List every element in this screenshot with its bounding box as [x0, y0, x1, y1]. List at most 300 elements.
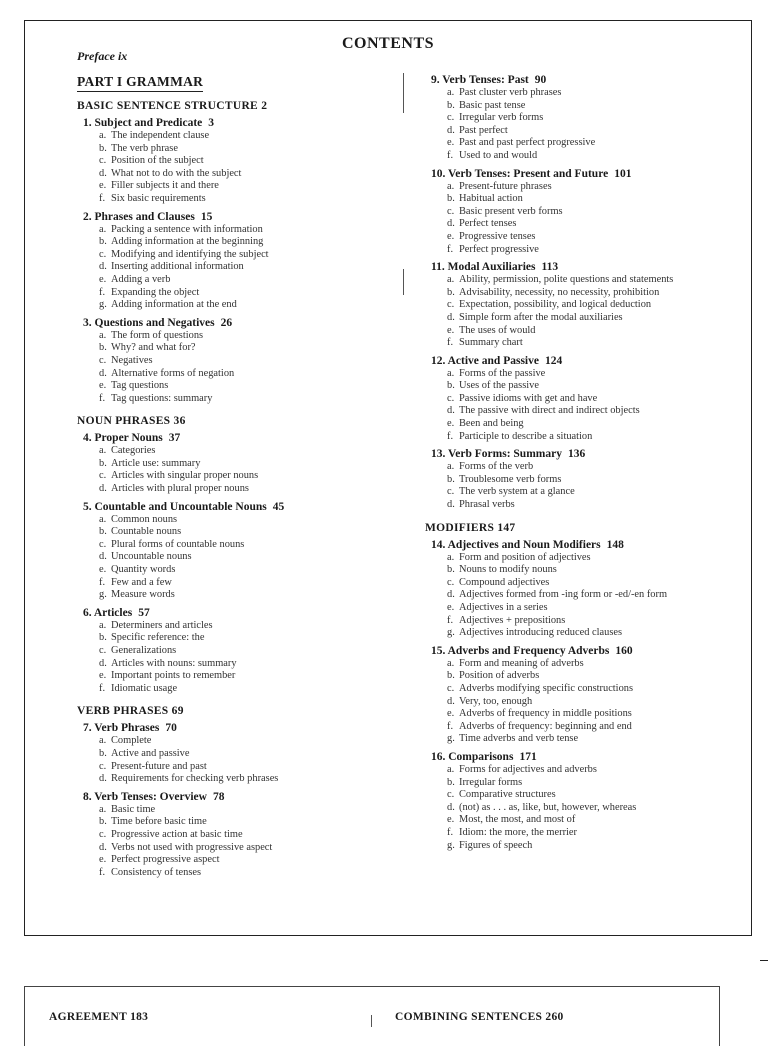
item-text: Articles with nouns: summary: [111, 657, 237, 669]
item-letter: e.: [447, 324, 455, 336]
item-text: Summary chart: [459, 337, 523, 349]
item-text: Consistency of tenses: [111, 866, 202, 878]
item-text: Progressive tenses: [459, 230, 536, 242]
item-text: (not) as . . . as, like, but, however, whereas: [459, 801, 637, 813]
list-item: [99, 632, 377, 645]
item-letter: c.: [99, 828, 107, 840]
list-item: [99, 299, 377, 312]
item-letter: a.: [447, 87, 455, 98]
item-letter: b.: [99, 236, 107, 248]
chapter-item-list: [99, 735, 377, 785]
chapter-entry: [431, 539, 725, 551]
item-text: Negatives: [111, 354, 153, 366]
chapter-item-list: [447, 552, 725, 640]
item-text: The uses of would: [459, 324, 536, 336]
item-text: Time adverbs and verb tense: [459, 733, 579, 745]
item-letter: d.: [447, 801, 455, 813]
chapter-entry: [431, 355, 725, 367]
item-text: Expectation, possibility, and logical deduction: [459, 299, 652, 311]
item-letter: g.: [99, 589, 107, 601]
item-letter: e.: [99, 670, 107, 682]
chapter-title: 16. Comparisons: [431, 750, 514, 763]
list-item: [447, 206, 725, 219]
item-letter: a.: [99, 130, 107, 141]
item-text: Countable nouns: [111, 526, 182, 538]
list-item: [99, 274, 377, 287]
item-text: Past perfect: [459, 124, 508, 136]
item-text: The verb phrase: [111, 142, 178, 154]
item-letter: c.: [99, 538, 107, 550]
item-text: Generalizations: [111, 645, 177, 656]
list-item: [447, 486, 725, 499]
item-text: Been and being: [459, 418, 524, 430]
item-letter: b.: [99, 342, 107, 354]
list-item: [99, 458, 377, 471]
item-letter: b.: [99, 747, 107, 759]
item-letter: e.: [99, 854, 107, 866]
chapter-entry: [83, 791, 377, 803]
chapter-title: 15. Adverbs and Frequency Adverbs: [431, 644, 610, 657]
item-text: Requirements for checking verb phrases: [111, 773, 279, 785]
list-item: [99, 854, 377, 867]
item-letter: c.: [447, 789, 455, 801]
item-letter: e.: [99, 180, 107, 192]
list-item: [447, 325, 725, 338]
item-letter: b.: [447, 564, 455, 576]
list-item: [99, 368, 377, 381]
item-text: Participle to describe a situation: [459, 430, 593, 442]
list-item: [447, 181, 725, 194]
item-text: Position of adverbs: [459, 670, 540, 682]
chapter-item-list: [99, 620, 377, 696]
list-item: [447, 287, 725, 300]
list-item: [99, 773, 377, 786]
list-item: [99, 514, 377, 527]
chapter-title: 12. Active and Passive: [431, 354, 539, 367]
list-item: [99, 867, 377, 880]
item-text: Quantity words: [111, 564, 176, 576]
list-item: [447, 474, 725, 487]
item-letter: d.: [447, 405, 455, 417]
item-letter: d.: [447, 695, 455, 707]
chapter-item-list: [447, 181, 725, 257]
list-item: [447, 789, 725, 802]
item-letter: a.: [447, 657, 455, 669]
chapter-item-list: [99, 445, 377, 495]
item-text: Packing a sentence with information: [111, 223, 263, 235]
chapter-title: 10. Verb Tenses: Present and Future: [431, 167, 609, 180]
list-item: [447, 218, 725, 231]
item-text: Uses of the passive: [459, 380, 539, 392]
item-letter: a.: [447, 763, 455, 775]
item-text: Complete: [111, 735, 152, 747]
item-text: Simple form after the modal auxiliaries: [459, 311, 623, 323]
item-text: Perfect tenses: [459, 218, 517, 230]
item-text: Comparative structures: [459, 789, 556, 801]
chapter-entry: [83, 317, 377, 329]
list-item: [99, 330, 377, 343]
list-item: [447, 602, 725, 615]
item-text: Basic past tense: [459, 99, 526, 111]
chapter-title: 6. Articles: [83, 606, 133, 619]
item-letter: e.: [447, 418, 455, 430]
item-letter: a.: [447, 274, 455, 286]
item-letter: a.: [99, 735, 107, 747]
chapter-entry: [83, 607, 377, 619]
chapter-page-number: 124: [544, 354, 563, 367]
right-sections: [425, 74, 725, 852]
item-letter: e.: [447, 602, 455, 613]
chapter-entry: [431, 261, 725, 273]
item-text: Idiomatic usage: [111, 682, 178, 694]
chapter-entry: [83, 432, 377, 444]
item-text: What not to do with the subject: [111, 167, 242, 179]
chapter-entry: [431, 751, 725, 763]
chapter-title: 3. Questions and Negatives: [83, 316, 215, 329]
list-item: [447, 658, 725, 671]
list-item: [447, 137, 725, 150]
section-heading: NOUN PHRASES 36: [77, 415, 186, 428]
item-letter: f.: [99, 866, 106, 878]
next-page-frame: [24, 986, 720, 1046]
chapter-title: 14. Adjectives and Noun Modifiers: [431, 538, 601, 551]
item-text: Adjectives formed from -ing form or -ed/-en form: [459, 589, 668, 601]
chapter-item-list: [99, 804, 377, 880]
item-letter: c.: [99, 354, 107, 366]
item-text: Adding a verb: [111, 273, 171, 285]
item-letter: f.: [99, 576, 106, 588]
item-text: Important points to remember: [111, 670, 236, 682]
page-title: CONTENTS: [341, 35, 435, 52]
item-letter: b.: [447, 380, 455, 392]
chapter-page-number: 136: [567, 448, 586, 461]
item-text: Forms for adjectives and adverbs: [459, 763, 597, 775]
chapter-title: 2. Phrases and Clauses: [83, 210, 195, 223]
agreement-section-heading: AGREEMENT 183: [49, 1011, 149, 1023]
chapter-title: 8. Verb Tenses: Overview: [83, 790, 207, 803]
item-letter: d.: [99, 483, 107, 495]
item-text: Compound adjectives: [459, 576, 550, 588]
section-heading: MODIFIERS 147: [425, 521, 516, 534]
item-text: Verbs not used with progressive aspect: [111, 841, 273, 853]
item-letter: b.: [99, 632, 107, 644]
item-letter: c.: [447, 576, 455, 588]
list-item: [447, 827, 725, 840]
item-letter: e.: [99, 380, 107, 392]
list-item: [99, 483, 377, 496]
item-text: Present-future phrases: [459, 180, 552, 192]
list-item: [447, 802, 725, 815]
item-text: Measure words: [111, 589, 175, 601]
item-text: Irregular forms: [459, 776, 523, 788]
chapter-entry: [83, 501, 377, 513]
list-item: [447, 615, 725, 628]
item-letter: c.: [447, 205, 455, 217]
item-letter: a.: [99, 619, 107, 631]
item-letter: d.: [99, 841, 107, 853]
list-item: [447, 564, 725, 577]
chapter-page-number: 113: [541, 261, 559, 274]
item-text: Why? and what for?: [111, 342, 196, 354]
item-text: Articles with singular proper nouns: [111, 470, 259, 482]
section-heading: VERB PHRASES 69: [77, 705, 184, 718]
item-text: Phrasal verbs: [459, 499, 515, 511]
item-letter: g.: [447, 627, 455, 639]
chapter-page-number: 160: [615, 644, 633, 657]
item-letter: c.: [447, 392, 455, 404]
item-letter: f.: [99, 286, 106, 298]
item-letter: c.: [447, 299, 455, 311]
preface-entry: Preface ix: [77, 49, 128, 63]
list-item: [447, 405, 725, 418]
list-item: [99, 683, 377, 696]
item-text: Habitual action: [459, 193, 523, 205]
item-letter: b.: [447, 670, 455, 682]
list-item: [447, 393, 725, 406]
item-text: Basic time: [111, 803, 156, 815]
list-item: [447, 777, 725, 790]
chapter-entry: [83, 117, 377, 129]
list-item: [447, 627, 725, 640]
item-letter: b.: [447, 776, 455, 788]
chapter-page-number: 78: [212, 790, 225, 803]
list-item: [447, 721, 725, 734]
item-letter: c.: [99, 470, 107, 482]
list-item: [99, 645, 377, 658]
list-item: [99, 539, 377, 552]
item-letter: c.: [99, 645, 107, 656]
chapter-title: 9. Verb Tenses: Past: [431, 74, 529, 86]
chapter-entry: [83, 722, 377, 734]
chapter-page-number: 101: [614, 167, 632, 180]
item-text: Adjectives in a series: [459, 602, 548, 613]
item-text: Filler subjects it and there: [111, 180, 219, 192]
list-item: [99, 224, 377, 237]
list-item: [447, 577, 725, 590]
list-item: [447, 589, 725, 602]
chapter-page-number: 57: [138, 606, 150, 619]
chapter-item-list: [99, 130, 377, 206]
chapter-entry: [431, 645, 725, 657]
list-item: [99, 748, 377, 761]
list-item: [447, 380, 725, 393]
list-item: [447, 337, 725, 350]
item-text: Perfect progressive: [459, 243, 539, 255]
list-item: [447, 231, 725, 244]
list-item: [447, 696, 725, 709]
list-item: [99, 287, 377, 300]
chapter-title: 7. Verb Phrases: [83, 722, 160, 735]
item-letter: f.: [447, 337, 454, 349]
item-text: The passive with direct and indirect objects: [459, 405, 640, 417]
item-letter: d.: [99, 261, 107, 273]
item-letter: b.: [99, 526, 107, 538]
list-item: [99, 261, 377, 274]
contents-page: [24, 20, 752, 936]
item-letter: b.: [447, 473, 455, 485]
list-item: [447, 461, 725, 474]
item-letter: e.: [447, 137, 455, 149]
chapter-item-list: [447, 368, 725, 444]
item-text: Perfect progressive aspect: [111, 854, 220, 866]
chapter-page-number: 3: [208, 117, 215, 129]
list-item: [447, 125, 725, 138]
item-text: Common nouns: [111, 513, 178, 525]
list-item: [99, 393, 377, 406]
item-text: Past cluster verb phrases: [459, 87, 562, 98]
chapter-page-number: 90: [534, 74, 547, 86]
item-text: Form and position of adjectives: [459, 551, 591, 563]
chapter-page-number: 37: [168, 432, 181, 445]
list-item: [99, 380, 377, 393]
list-item: [99, 355, 377, 368]
item-letter: b.: [447, 99, 455, 111]
list-item: [447, 244, 725, 257]
item-text: Adverbs modifying specific constructions: [459, 682, 634, 694]
item-text: Categories: [111, 445, 156, 457]
item-letter: f.: [447, 826, 454, 838]
chapter-title: 1. Subject and Predicate: [83, 117, 203, 129]
chapter-item-list: [99, 514, 377, 602]
item-letter: a.: [447, 461, 455, 473]
list-item: [99, 155, 377, 168]
list-item: [99, 445, 377, 458]
chapter-item-list: [447, 764, 725, 852]
item-letter: f.: [447, 614, 454, 626]
item-text: Used to and would: [459, 149, 538, 161]
list-item: [99, 620, 377, 633]
item-text: The verb system at a glance: [459, 486, 575, 498]
item-text: Idiom: the more, the merrier: [459, 826, 578, 838]
item-letter: b.: [447, 286, 455, 298]
item-text: Forms of the passive: [459, 367, 546, 379]
list-item: [99, 470, 377, 483]
chapter-page-number: 171: [519, 750, 537, 763]
item-letter: e.: [99, 273, 107, 285]
chapter-item-list: [99, 330, 377, 406]
item-text: Figures of speech: [459, 839, 533, 851]
list-item: [447, 552, 725, 565]
chapter-title: 5. Countable and Uncountable Nouns: [83, 500, 267, 513]
list-item: [447, 112, 725, 125]
list-item: [447, 499, 725, 512]
item-text: Expanding the object: [111, 286, 200, 298]
list-item: [99, 168, 377, 181]
item-letter: a.: [447, 551, 455, 563]
list-item: [99, 236, 377, 249]
item-text: Basic present verb forms: [459, 205, 563, 217]
bottom-divider: [371, 1015, 372, 1027]
item-text: The independent clause: [111, 130, 210, 141]
list-item: [99, 551, 377, 564]
item-text: Adjectives introducing reduced clauses: [459, 627, 623, 639]
item-letter: e.: [99, 564, 107, 576]
item-letter: e.: [447, 814, 455, 826]
list-item: [99, 143, 377, 156]
list-item: [447, 100, 725, 113]
item-letter: d.: [447, 499, 455, 511]
list-item: [99, 842, 377, 855]
item-letter: e.: [447, 230, 455, 242]
item-letter: g.: [99, 299, 107, 311]
item-text: Article use: summary: [111, 457, 201, 469]
item-letter: d.: [447, 589, 455, 601]
item-letter: d.: [447, 124, 455, 136]
item-letter: a.: [447, 367, 455, 379]
item-text: Position of the subject: [111, 155, 204, 167]
item-letter: d.: [99, 167, 107, 179]
item-text: Adjectives + prepositions: [459, 614, 566, 626]
chapter-entry: [431, 168, 725, 180]
item-letter: c.: [99, 248, 107, 260]
item-text: Time before basic time: [111, 816, 207, 828]
chapter-page-number: 148: [606, 538, 624, 551]
item-letter: e.: [447, 708, 455, 720]
list-item: [99, 342, 377, 355]
list-item: [447, 150, 725, 163]
list-item: [447, 840, 725, 853]
item-letter: d.: [99, 367, 107, 379]
list-item: [447, 274, 725, 287]
list-item: [447, 193, 725, 206]
item-letter: g.: [447, 839, 455, 851]
list-item: [99, 658, 377, 671]
item-text: Specific reference: the: [111, 632, 205, 644]
chapter-item-list: [99, 224, 377, 312]
item-text: Inserting additional information: [111, 261, 244, 273]
item-text: Irregular verb forms: [459, 112, 544, 124]
edge-mark: [760, 960, 768, 961]
item-text: Present-future and past: [111, 760, 207, 772]
column-divider-mid: [403, 269, 404, 295]
item-letter: g.: [447, 733, 455, 745]
item-letter: b.: [99, 142, 107, 154]
item-text: Most, the most, and most of: [459, 814, 576, 826]
item-letter: d.: [99, 551, 107, 563]
list-item: [99, 670, 377, 683]
list-item: [447, 670, 725, 683]
list-item: [447, 814, 725, 827]
list-item: [447, 368, 725, 381]
list-item: [447, 87, 725, 100]
chapter-title: 11. Modal Auxiliaries: [431, 261, 536, 274]
list-item: [99, 735, 377, 748]
section-heading: BASIC SENTENCE STRUCTURE 2: [77, 100, 268, 112]
item-text: Form and meaning of adverbs: [459, 657, 584, 669]
item-letter: a.: [99, 803, 107, 815]
item-text: Tag questions: [111, 380, 169, 392]
list-item: [99, 249, 377, 262]
item-letter: a.: [99, 223, 107, 235]
chapter-entry: [83, 211, 377, 223]
item-letter: b.: [99, 457, 107, 469]
item-text: Ability, permission, polite questions and statements: [459, 274, 674, 286]
item-text: Active and passive: [111, 747, 190, 759]
item-letter: a.: [99, 445, 107, 457]
item-text: Adding information at the end: [111, 299, 237, 311]
combining-sentences-heading: COMBINING SENTENCES 260: [395, 1011, 564, 1023]
item-letter: d.: [99, 657, 107, 669]
item-text: Adverbs of frequency in middle positions: [459, 708, 632, 720]
item-text: The form of questions: [111, 329, 204, 341]
chapter-title: 13. Verb Forms: Summary: [431, 448, 562, 461]
chapter-item-list: [447, 274, 725, 350]
list-item: [99, 804, 377, 817]
item-text: Adverbs of frequency: beginning and end: [459, 720, 632, 732]
chapter-page-number: 70: [165, 722, 177, 735]
item-letter: a.: [99, 513, 107, 525]
item-letter: b.: [447, 193, 455, 205]
